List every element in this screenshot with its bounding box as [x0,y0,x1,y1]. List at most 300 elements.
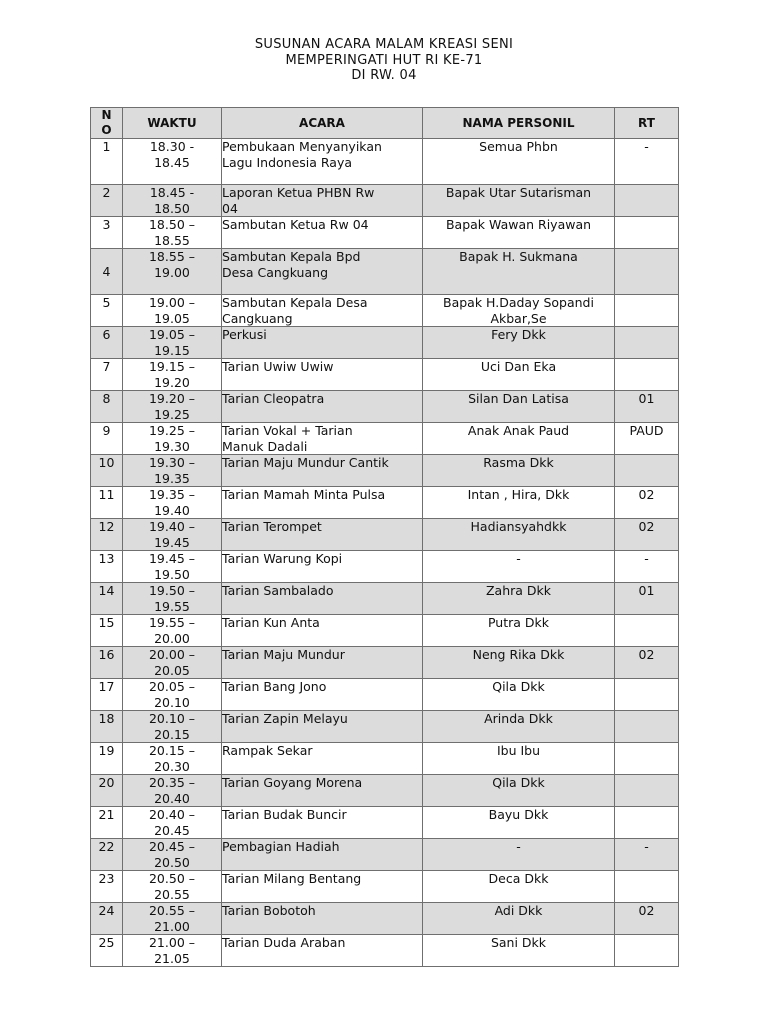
row-nama-personil [423,775,615,807]
row-waktu [123,839,222,871]
row-waktu-text: 20.55 – [148,903,195,918]
row-nama-personil-text: Bapak Utar Sutarisman [445,185,592,200]
row-waktu-text: 20.10 – [148,711,195,726]
row-acara [222,359,423,391]
row-acara-text: Rampak Sekar [222,743,313,758]
header-no [91,108,123,139]
row-acara-text: Sambutan Kepala Desa [222,295,368,310]
row-nama-personil [423,249,615,295]
row-rt [615,711,679,743]
row-acara-text: Tarian Milang Bentang [222,871,362,886]
row-waktu-text: 20.45 – [148,839,195,854]
row-nama-personil-text: Anak Anak Paud [467,423,570,438]
row-nama-personil-text: Bapak H.Daday Sopandi [443,295,594,310]
row-nama-personil [423,743,615,775]
row-number [91,775,123,807]
row-acara-text: Tarian Zapin Melayu [222,711,348,726]
row-waktu [123,903,222,935]
header-acara: ACARA [222,108,423,139]
row-nama-personil [423,217,615,249]
row-waktu-text: 19.30 [154,438,190,454]
row-waktu-text: 21.05 [154,950,190,966]
row-acara-text: Manuk Dadali [222,438,308,454]
table-row [91,391,679,423]
row-waktu [123,487,222,519]
row-rt-text: 01 [638,583,655,598]
row-nama-personil [423,327,615,359]
row-waktu-text: 20.10 [154,694,190,710]
row-waktu-text: 19.35 – [148,487,195,502]
row-waktu-text: 19.45 – [148,551,195,566]
row-acara-text: Tarian Vokal + Tarian [222,423,353,438]
row-waktu [123,249,222,295]
table-row [91,295,679,327]
row-waktu-text: 20.15 [154,726,190,742]
row-acara-text: Tarian Terompet [222,519,322,534]
row-acara-text: Tarian Maju Mundur [222,647,345,662]
row-number-text: 16 [98,647,115,662]
row-number [91,359,123,391]
row-rt [615,295,679,327]
row-number-text: 18 [98,711,115,726]
row-nama-personil-text: Putra Dkk [487,615,550,630]
row-acara-text: Tarian Mamah Minta Pulsa [222,487,386,502]
header-no-line-2: O [101,123,112,137]
row-number [91,871,123,903]
row-waktu-text: 19.55 [154,598,190,614]
row-waktu [123,217,222,249]
row-number-text: 20 [98,775,115,790]
row-acara [222,249,423,295]
row-acara-text: Tarian Duda Araban [222,935,346,950]
row-number [91,551,123,583]
table-row [91,327,679,359]
row-waktu [123,359,222,391]
row-number [91,807,123,839]
schedule-table [90,107,679,967]
row-acara-text: Sambutan Kepala Bpd [222,249,361,264]
row-waktu [123,679,222,711]
row-rt [615,615,679,647]
row-waktu-text: 19.50 – [148,583,195,598]
row-number [91,487,123,519]
row-waktu-text: 18.55 – [148,249,195,264]
row-rt [615,249,679,295]
row-number-text: 7 [102,359,111,374]
row-rt [615,359,679,391]
table-row [91,359,679,391]
row-waktu-text: 20.30 [154,758,190,774]
table-row [91,615,679,647]
row-number-text: 2 [102,185,111,200]
row-acara [222,487,423,519]
row-rt [615,647,679,679]
row-rt [615,217,679,249]
row-waktu-text: 20.50 [154,854,190,870]
row-waktu [123,583,222,615]
header-nama-personil: NAMA PERSONIL [423,108,615,139]
row-number [91,139,123,185]
row-waktu [123,743,222,775]
row-waktu-text: 19.45 [154,534,190,550]
row-waktu-text: 18.45 - [149,185,195,200]
row-waktu-text: 19.35 [154,470,190,486]
row-number [91,519,123,551]
row-waktu [123,185,222,217]
row-nama-personil-text: Bayu Dkk [488,807,549,822]
row-acara-text: Tarian Maju Mundur Cantik [222,455,389,470]
row-waktu-text: 21.00 [154,918,190,934]
title-line-2: MEMPERINGATI HUT RI KE-71 [285,52,483,68]
row-acara-text: Tarian Budak Buncir [222,807,347,822]
row-waktu-text: 20.15 – [148,743,195,758]
row-waktu-text: 19.40 – [148,519,195,534]
row-number-text: 1 [102,139,111,154]
row-number [91,583,123,615]
row-number [91,935,123,967]
row-acara [222,391,423,423]
row-number [91,217,123,249]
row-number-text: 24 [98,903,115,918]
row-nama-personil-text: Sani Dkk [490,935,547,950]
row-nama-personil [423,839,615,871]
row-nama-personil [423,711,615,743]
table-row [91,185,679,217]
row-number-text: 25 [98,935,115,950]
row-waktu [123,391,222,423]
row-rt [615,487,679,519]
row-rt [615,519,679,551]
header-row [91,108,679,139]
row-acara-text: Tarian Goyang Morena [222,775,363,790]
row-waktu-text: 20.40 – [148,807,195,822]
row-waktu [123,519,222,551]
row-acara-text: Tarian Bobotoh [222,903,316,918]
row-acara-text: Tarian Cleopatra [222,391,325,406]
row-nama-personil [423,903,615,935]
table-row [91,423,679,455]
row-nama-personil [423,295,615,327]
row-number-text: 10 [98,455,115,470]
row-rt [615,423,679,455]
row-number [91,903,123,935]
row-waktu-text: 19.00 [154,264,190,280]
row-acara-text: Perkusi [222,327,267,342]
row-rt [615,743,679,775]
row-waktu-text: 18.50 – [148,217,195,232]
row-nama-personil [423,423,615,455]
table-row [91,711,679,743]
row-nama-personil-text: Rasma Dkk [483,455,554,470]
row-waktu-text: 19.05 [154,310,190,326]
table-row [91,935,679,967]
row-waktu [123,775,222,807]
row-rt [615,139,679,185]
row-waktu [123,615,222,647]
row-nama-personil [423,519,615,551]
row-waktu-text: 19.50 [154,566,190,582]
row-waktu [123,327,222,359]
row-nama-personil [423,487,615,519]
row-rt [615,391,679,423]
row-number-text: 12 [98,519,115,534]
row-acara [222,519,423,551]
row-number [91,615,123,647]
row-nama-personil-text: Semua Phbn [479,139,558,154]
row-acara-text: Tarian Bang Jono [222,679,327,694]
row-waktu [123,711,222,743]
row-number-text: 5 [102,295,111,310]
row-number-text: 23 [98,871,115,886]
row-nama-personil [423,139,615,185]
table-row [91,903,679,935]
table-row [91,139,679,185]
row-nama-personil [423,615,615,647]
row-acara [222,711,423,743]
row-waktu [123,455,222,487]
table-row [91,647,679,679]
row-number-text: 14 [98,583,115,598]
table-row [91,217,679,249]
row-nama-personil-text: Ibu Ibu [496,743,541,758]
row-number [91,249,123,295]
row-nama-personil-text: Akbar,Se [490,310,547,326]
row-acara [222,217,423,249]
row-number-text: 17 [98,679,115,694]
row-waktu-text: 19.00 – [148,295,195,310]
row-rt-text: 02 [638,519,655,534]
row-waktu [123,551,222,583]
row-rt-text: - [644,839,649,854]
row-waktu [123,807,222,839]
row-waktu-text: 18.30 - [149,139,195,154]
table-row [91,249,679,295]
row-acara-text: Tarian Sambalado [222,583,334,598]
row-acara [222,775,423,807]
row-number-text: 4 [102,263,111,279]
row-rt-text: - [644,139,649,154]
row-rt [615,807,679,839]
row-rt [615,935,679,967]
row-waktu [123,423,222,455]
row-acara [222,903,423,935]
row-acara [222,455,423,487]
row-waktu-text: 20.45 [154,822,190,838]
header-waktu: WAKTU [123,108,222,139]
row-number [91,327,123,359]
row-number [91,391,123,423]
row-number [91,743,123,775]
header-no-line-1: N [101,108,112,122]
row-nama-personil-text: Silan Dan Latisa [468,391,569,406]
row-nama-personil [423,391,615,423]
row-rt [615,871,679,903]
row-nama-personil-text: Bapak H. Sukmana [459,249,578,264]
row-rt [615,903,679,935]
row-waktu-text: 20.00 [154,630,190,646]
row-nama-personil [423,551,615,583]
row-rt [615,775,679,807]
row-nama-personil-text: Hadiansyahdkk [470,519,567,534]
row-number-text: 15 [98,615,115,630]
row-acara-text: Cangkuang [222,310,293,326]
row-rt-text: 02 [638,487,655,502]
table-row [91,551,679,583]
row-number [91,839,123,871]
row-acara-text: Laporan Ketua PHBN Rw [222,185,375,200]
row-number [91,711,123,743]
row-acara [222,327,423,359]
row-number [91,679,123,711]
row-nama-personil [423,647,615,679]
row-nama-personil [423,871,615,903]
table-row [91,775,679,807]
row-rt [615,185,679,217]
row-acara [222,295,423,327]
row-number [91,185,123,217]
row-nama-personil-text: - [516,839,521,854]
row-waktu-text: 19.15 – [148,359,195,374]
row-acara-text: Pembagian Hadiah [222,839,340,854]
row-waktu [123,139,222,185]
row-number [91,423,123,455]
row-acara-text: Tarian Kun Anta [222,615,320,630]
row-waktu-text: 20.50 – [148,871,195,886]
row-waktu-text: 18.55 [154,232,190,248]
table-row [91,583,679,615]
row-acara [222,647,423,679]
table-row [91,679,679,711]
table-row [91,807,679,839]
row-number-text: 9 [102,423,111,438]
row-nama-personil [423,359,615,391]
row-waktu-text: 19.20 [154,374,190,390]
row-waktu [123,871,222,903]
row-waktu [123,295,222,327]
row-nama-personil-text: Uci Dan Eka [480,359,557,374]
row-rt [615,551,679,583]
header-rt: RT [615,108,679,139]
row-acara-text: Lagu Indonesia Raya [222,154,353,170]
row-acara [222,423,423,455]
row-waktu-text: 20.35 – [148,775,195,790]
row-waktu-text: 20.05 [154,662,190,678]
row-acara [222,139,423,185]
row-nama-personil-text: Arinda Dkk [484,711,553,726]
row-nama-personil-text: Qila Dkk [492,775,545,790]
row-acara-text: Pembukaan Menyanyikan [222,139,382,154]
row-acara [222,679,423,711]
table-row [91,455,679,487]
row-nama-personil-text: Bapak Wawan Riyawan [445,217,592,232]
row-number-text: 8 [102,391,111,406]
document-title [0,37,768,84]
row-nama-personil [423,583,615,615]
row-number-text: 19 [98,743,115,758]
row-acara [222,615,423,647]
row-nama-personil-text: Neng Rika Dkk [472,647,565,662]
row-waktu-text: 19.25 [154,406,190,422]
row-waktu-text: 19.25 – [148,423,195,438]
row-acara-text: 04 [222,200,238,216]
row-waktu [123,647,222,679]
row-acara [222,583,423,615]
row-waktu-text: 19.30 – [148,455,195,470]
row-rt-text: 02 [638,647,655,662]
row-waktu-text: 20.00 – [148,647,195,662]
row-number [91,295,123,327]
row-nama-personil-text: - [516,551,521,566]
row-nama-personil [423,455,615,487]
row-number [91,455,123,487]
title-line-3: DI RW. 04 [351,68,417,83]
row-waktu-text: 20.05 – [148,679,195,694]
row-rt-text: - [644,551,649,566]
row-number-text: 22 [98,839,115,854]
table-row [91,487,679,519]
row-rt-text: PAUD [629,423,664,438]
row-acara [222,839,423,871]
row-waktu-text: 19.15 [154,342,190,358]
row-acara [222,551,423,583]
row-rt [615,327,679,359]
row-nama-personil-text: Fery Dkk [491,327,546,342]
table-row [91,519,679,551]
row-nama-personil-text: Deca Dkk [488,871,549,886]
row-waktu-text: 20.55 [154,886,190,902]
row-waktu-text: 18.45 [154,154,190,170]
row-acara [222,871,423,903]
row-number-text: 11 [98,487,115,502]
row-rt-text: 01 [638,391,655,406]
table-row [91,871,679,903]
row-number-text: 3 [102,217,111,232]
row-nama-personil [423,807,615,839]
row-nama-personil-text: Intan , Hira, Dkk [467,487,570,502]
row-nama-personil-text: Qila Dkk [492,679,545,694]
row-nama-personil [423,935,615,967]
row-number-text: 21 [98,807,115,822]
row-rt [615,583,679,615]
row-waktu-text: 19.55 – [148,615,195,630]
row-rt [615,679,679,711]
table-row [91,839,679,871]
row-waktu-text: 19.20 – [148,391,195,406]
row-waktu-text: 18.50 [154,200,190,216]
row-acara [222,185,423,217]
row-acara-text: Desa Cangkuang [222,264,328,280]
row-acara [222,743,423,775]
row-acara [222,935,423,967]
row-nama-personil-text: Zahra Dkk [485,583,552,598]
row-acara-text: Tarian Uwiw Uwiw [222,359,334,374]
row-rt-text: 02 [638,903,655,918]
table-row [91,743,679,775]
row-acara [222,807,423,839]
row-nama-personil-text: Adi Dkk [494,903,543,918]
row-acara-text: Sambutan Ketua Rw 04 [222,217,369,232]
row-nama-personil [423,185,615,217]
title-line-1: SUSUNAN ACARA MALAM KREASI SENI [254,37,514,52]
row-number-text: 6 [102,327,111,342]
row-waktu [123,935,222,967]
row-waktu-text: 20.40 [154,790,190,806]
row-nama-personil [423,679,615,711]
row-waktu-text: 19.05 – [148,327,195,342]
row-rt [615,455,679,487]
row-acara-text: Tarian Warung Kopi [222,551,343,566]
row-number-text: 13 [98,551,115,566]
